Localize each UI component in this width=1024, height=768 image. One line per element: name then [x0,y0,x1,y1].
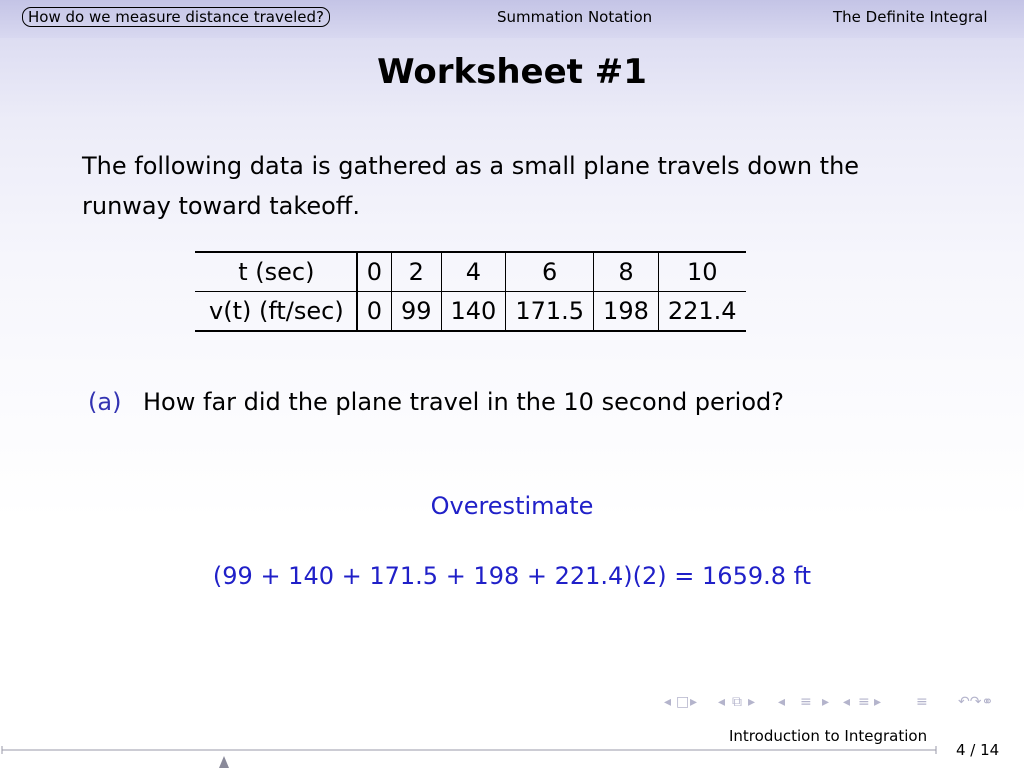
table-cell: 171.5 [506,292,594,332]
table-cell: 221.4 [658,292,745,332]
table-cell: 6 [506,252,594,292]
table-cell: 198 [594,292,659,332]
timeline-position-marker-icon[interactable] [219,756,229,768]
table-cell: 99 [391,292,441,332]
nav-section-definite-integral[interactable]: The Definite Integral [833,8,988,26]
row-label-time: t (sec) [195,252,357,292]
table-cell: 2 [391,252,441,292]
table-row-velocity [195,292,746,332]
nav-section-distance[interactable]: How do we measure distance traveled? [22,7,330,27]
nav-section-summation[interactable]: Summation Notation [497,8,653,26]
nav-search-back-forward-icon[interactable]: ↶↷⚭ [958,694,994,710]
page-number: 4 / 14 [956,741,1000,759]
slide-timeline [0,744,940,768]
nav-section-forward-icon[interactable]: ▸ [822,694,830,710]
table-cell: 0 [357,292,392,332]
nav-document-forward-icon[interactable]: ▸ [874,694,882,710]
row-label-velocity: v(t) (ft/sec) [195,292,357,332]
nav-document-icon[interactable]: ≡ [858,694,870,710]
overestimate-formula: (99 + 140 + 171.5 + 198 + 221.4)(2) = 1659.8 ft [212,562,812,590]
table-cell: 4 [441,252,506,292]
intro-paragraph: The following data is gathered as a small plane travels down the runway toward takeoff. [82,152,860,220]
nav-frame-icon[interactable]: □ [676,694,690,710]
nav-frame-forward-icon[interactable]: ▸ [690,694,698,710]
nav-frame-back-icon[interactable]: ◂ [664,694,672,710]
nav-subsection-icon[interactable]: ⧉ [732,694,742,710]
table-row-time [195,252,746,292]
nav-document-back-icon[interactable]: ◂ [843,694,851,710]
velocity-data-table [195,251,746,332]
nav-section-back-icon[interactable]: ◂ [778,694,786,710]
overestimate-heading: Overestimate [430,492,594,520]
slide-title: Worksheet #1 [377,52,647,92]
nav-appendix-icon[interactable]: ≡ [916,694,928,710]
nav-subsection-forward-icon[interactable]: ▸ [748,694,756,710]
question-label: (a) [88,388,122,416]
nav-subsection-back-icon[interactable]: ◂ [718,694,726,710]
table-cell: 0 [357,252,392,292]
footer-talk-title: Introduction to Integration [729,727,928,745]
table-cell: 8 [594,252,659,292]
table-cell: 140 [441,292,506,332]
nav-section-icon[interactable]: ≡ [800,694,812,710]
section-navigation-bar [0,0,1024,38]
question-text: How far did the plane travel in the 10 second period? [143,388,784,416]
table-cell: 10 [658,252,745,292]
